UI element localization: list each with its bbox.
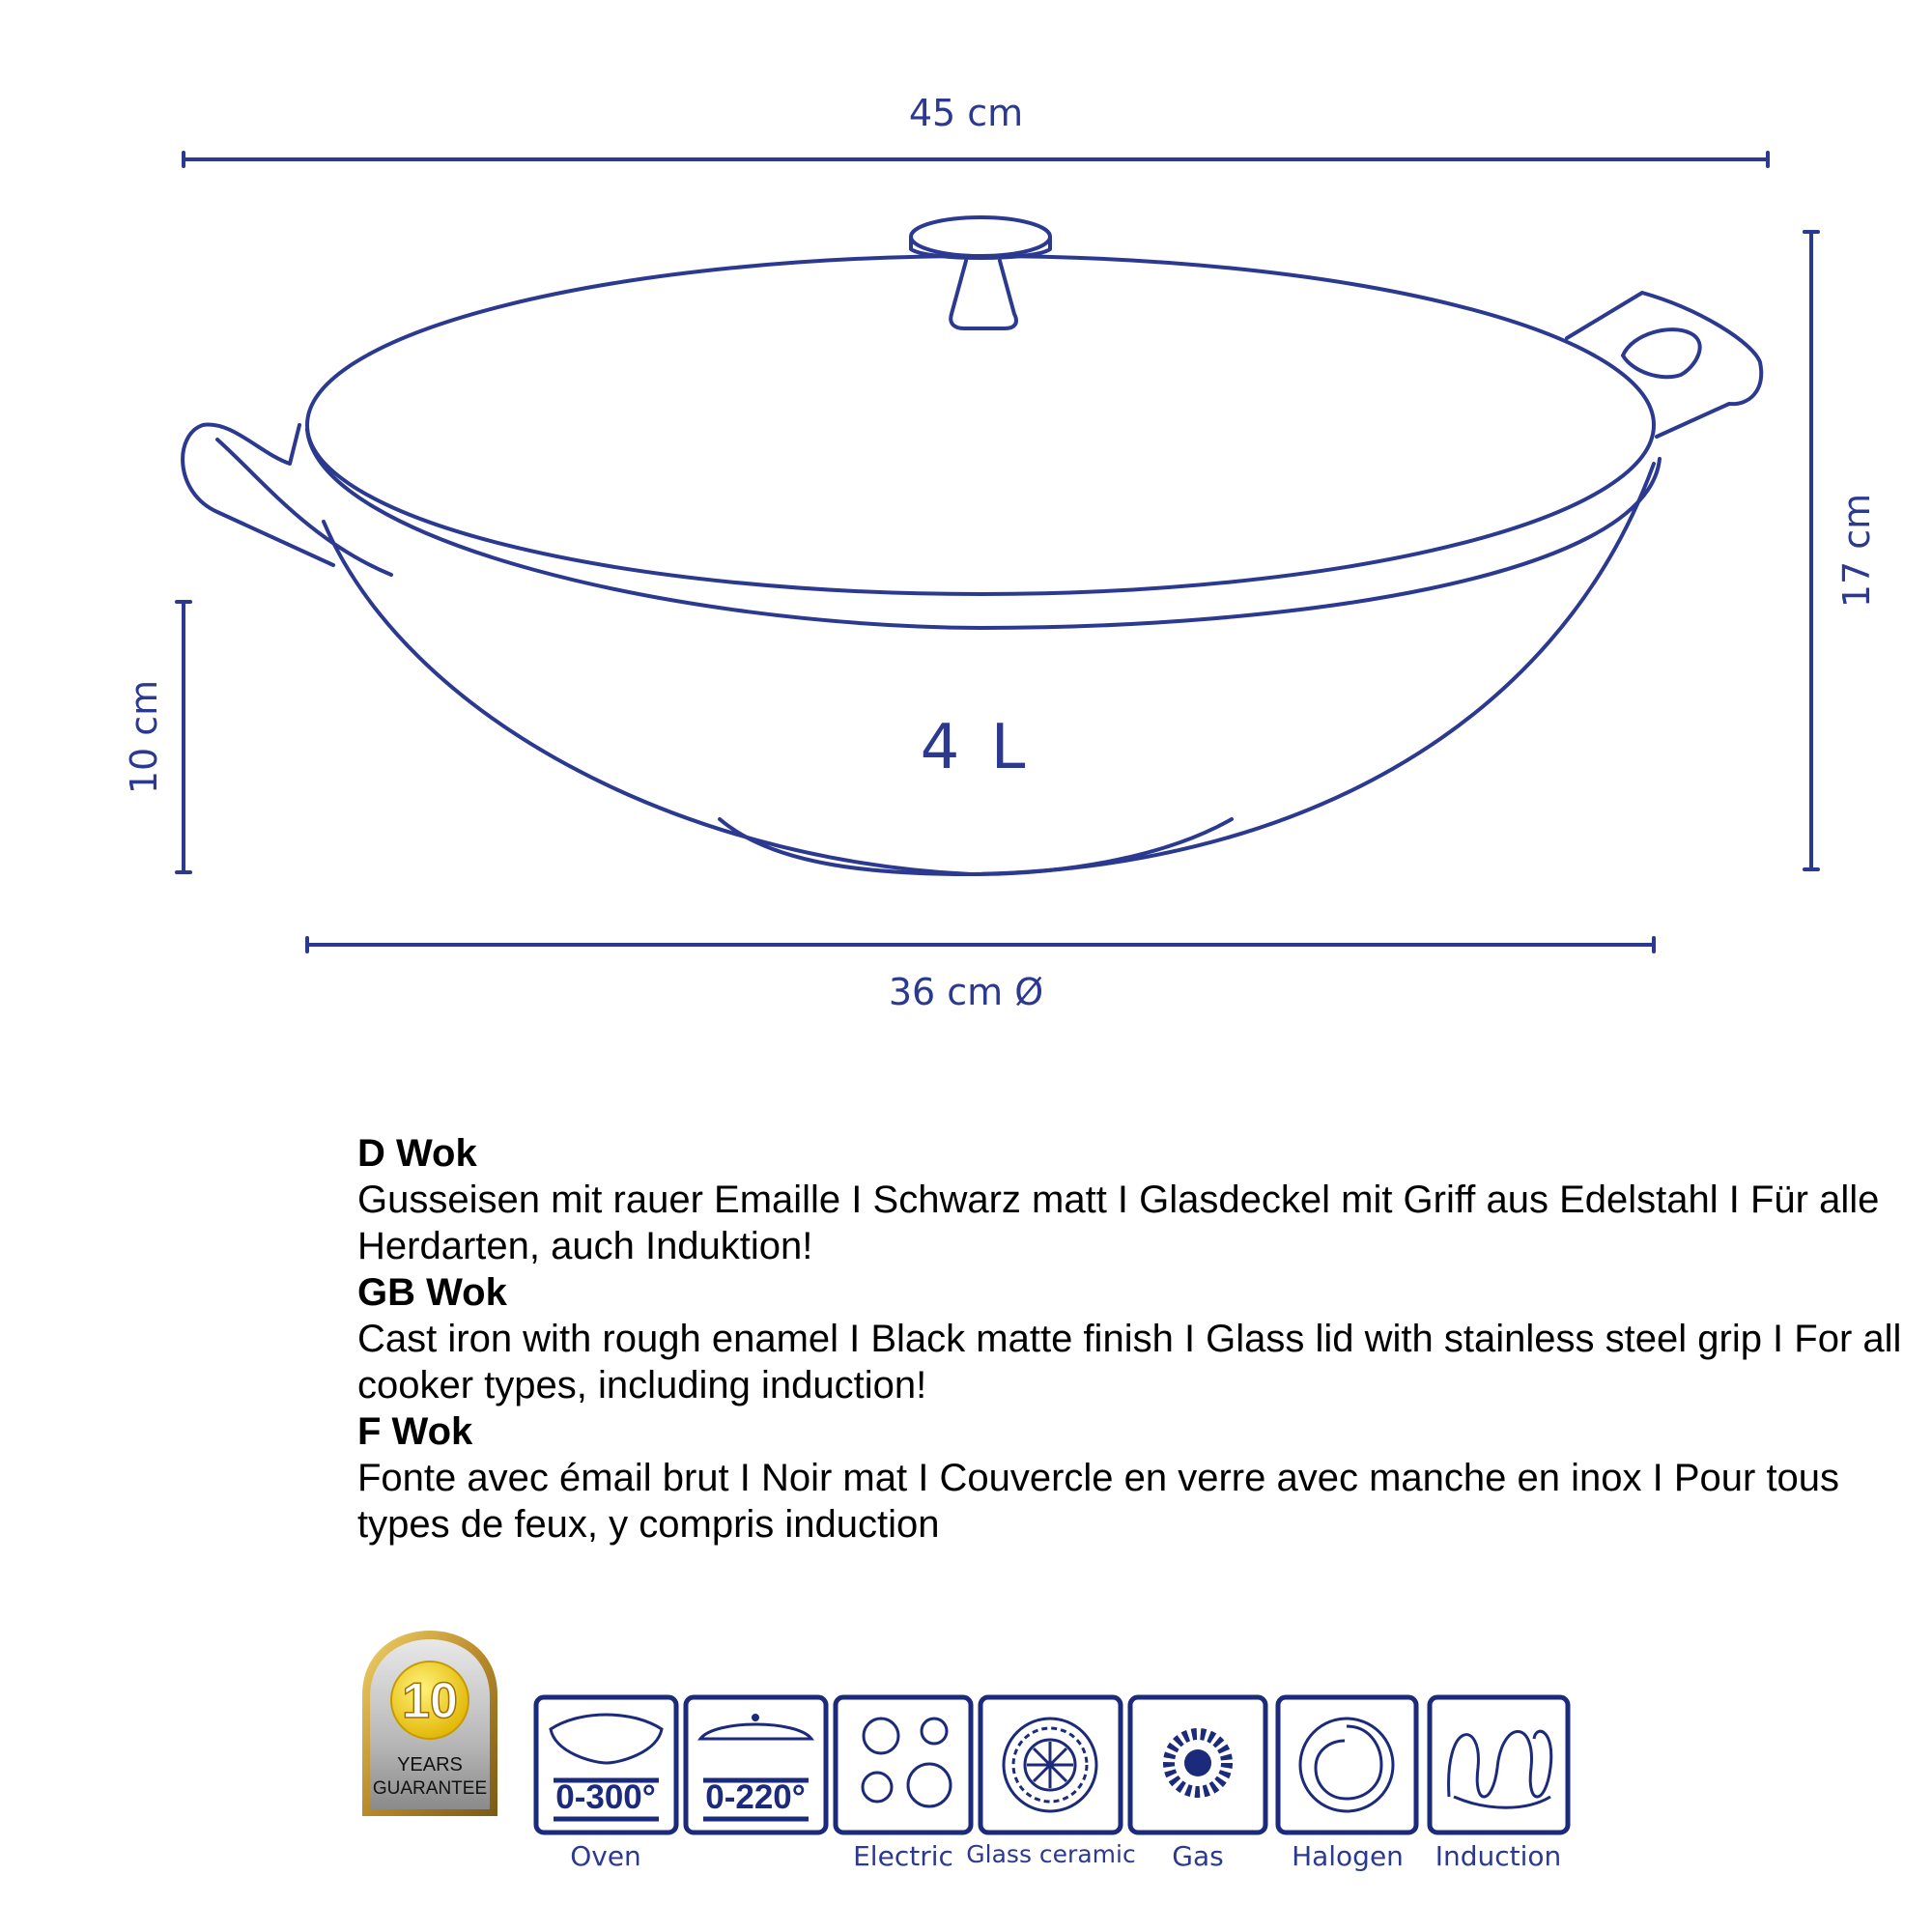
- guarantee-number: 10: [402, 1673, 458, 1729]
- left-handle-inner: [217, 440, 391, 575]
- diameter-dimension-line: [307, 938, 1654, 952]
- wok-rim: [307, 430, 1660, 628]
- lid-knob-stem: [951, 261, 1016, 328]
- wok-base: [720, 819, 1232, 874]
- german-heading: D Wok: [357, 1132, 477, 1175]
- label-glass-ceramic: Glass ceramic: [966, 1840, 1136, 1868]
- label-oven: Oven: [570, 1840, 641, 1872]
- halogen-icon: [1278, 1697, 1416, 1833]
- oven-lid-temp: 0-220°: [705, 1778, 806, 1816]
- glass-ceramic-icon: [980, 1697, 1121, 1833]
- induction-icon: [1430, 1697, 1568, 1833]
- width-dimension-line: [184, 153, 1768, 166]
- right-handle-slot: [1623, 329, 1700, 377]
- guarantee-text: GUARANTEE: [372, 1778, 488, 1799]
- glass-lid: [307, 256, 1654, 594]
- icon-row: [536, 1697, 1568, 1833]
- french-heading: F Wok: [357, 1410, 473, 1453]
- lid-knob-top: [911, 217, 1050, 256]
- french-text: Fonte avec émail brut I Noir mat I Couvercle en verre avec manche en inox I Pour tous types de feux, y compris induction: [357, 1457, 1840, 1546]
- guarantee-badge: [357, 1628, 502, 1821]
- label-induction: Induction: [1435, 1840, 1562, 1872]
- right-handle: [1567, 293, 1761, 437]
- oven-pan-icon: [536, 1697, 676, 1833]
- label-gas: Gas: [1172, 1840, 1224, 1872]
- label-halogen: Halogen: [1292, 1840, 1404, 1872]
- depth-dimension-line: [177, 602, 190, 872]
- height-dimension-line: [1804, 232, 1818, 869]
- electric-icon: [836, 1697, 971, 1833]
- oven-lid-icon: [686, 1697, 826, 1833]
- volume-label: 4 L: [920, 712, 1032, 783]
- height-label: 17 cm: [1835, 493, 1878, 609]
- english-heading: GB Wok: [357, 1271, 507, 1314]
- english-text: Cast iron with rough enamel I Black matte finish I Glass lid with stainless steel grip I For all cooker types, including induction!: [357, 1318, 1902, 1406]
- german-text: Gusseisen mit rauer Emaille I Schwarz matt I Glasdeckel mit Griff aus Edelstahl I Für alle Herdarten, auch Induktion!: [357, 1179, 1880, 1267]
- diameter-label: 36 cm Ø: [888, 971, 1044, 1013]
- wok-body: [324, 464, 1654, 874]
- guarantee-years: YEARS: [397, 1754, 463, 1776]
- depth-label: 10 cm: [123, 679, 165, 795]
- width-label: 45 cm: [908, 92, 1024, 134]
- product-description: [357, 1130, 1903, 1548]
- label-electric: Electric: [853, 1840, 953, 1872]
- oven-pan-temp: 0-300°: [555, 1778, 656, 1816]
- gas-icon: [1130, 1697, 1265, 1833]
